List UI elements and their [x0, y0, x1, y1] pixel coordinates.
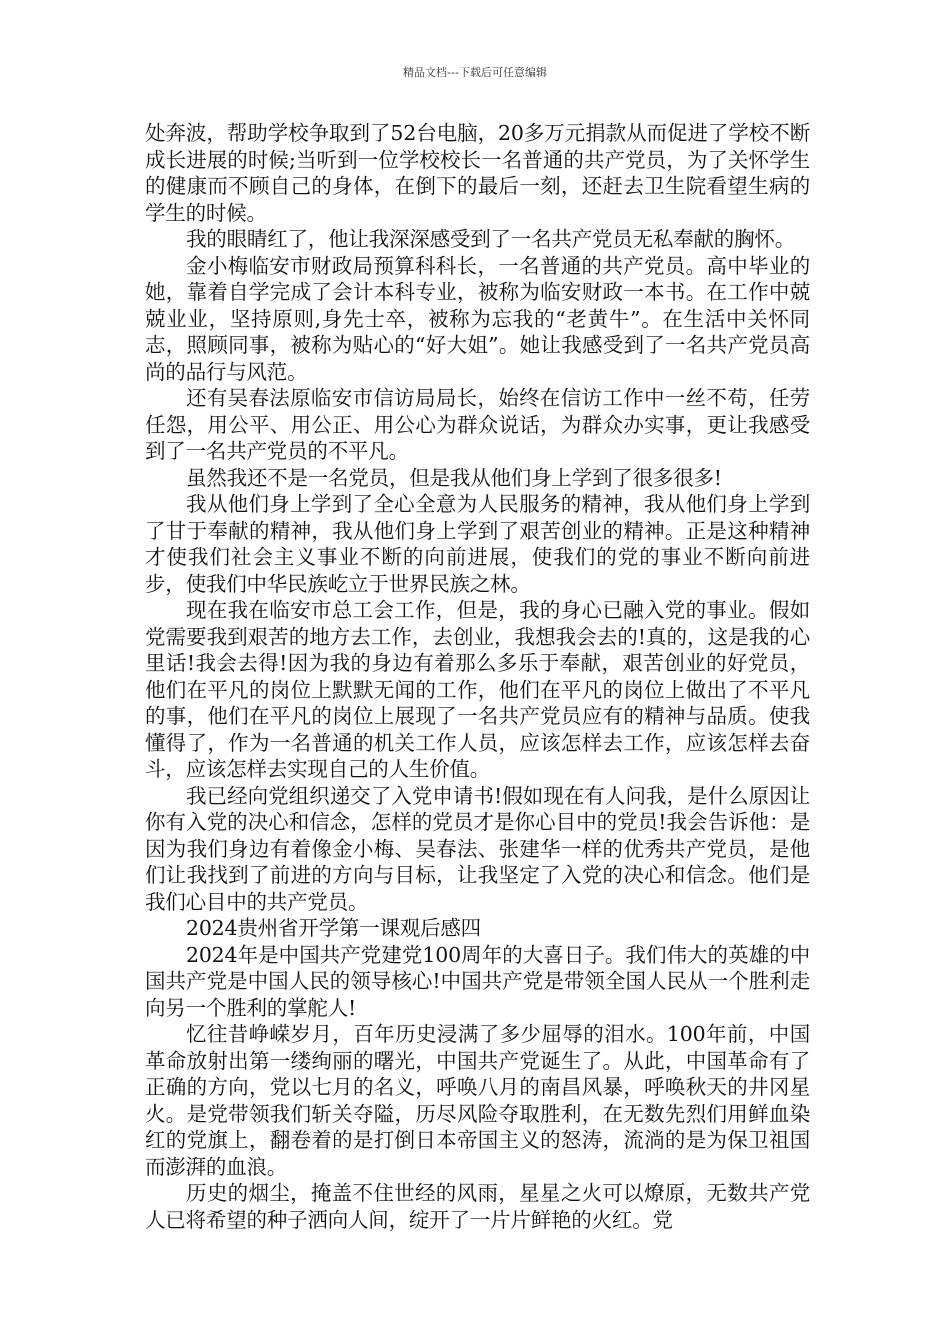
paragraph-9: 2024年是中国共产党建党100周年的大喜日子。我们伟大的英雄的中国共产党是中国人民的领导核心!中国共产党是带领全国人民从一个胜利走向另一个胜利的掌舵人! — [145, 942, 810, 1020]
paragraph-4: 还有吴春法原临安市信访局局长，始终在信访工作中一丝不苟，任劳任怨，用公平、用公正、用公心为群众说话，为群众办实事，更让我感受到了一名共产党员的不平凡。 — [145, 386, 810, 463]
paragraph-3: 金小梅临安市财政局预算科科长，一名普通的共产党员。高中毕业的她，靠着自学完成了会计本科专业，被称为临安财政一本书。在工作中兢兢业业，坚持原则,身先士卒，被称为忘我的“老黄牛”。在生活中关怀同志，照顾同事，被称为贴心的“好大姐”。她让我感受到了一名共产党员高尚的品行与风范。 — [145, 253, 810, 384]
paragraph-10: 忆往昔峥嵘岁月，百年历史浸满了多少屈辱的泪水。100年前，中国革命放射出第一缕绚丽的曙光，中国共产党诞生了。从此，中国革命有了正确的方向，党以七月的名义，呼唤八月的南昌风暴，呼唤秋天的井冈星火。是党带领我们斩关夺隘，历尽风险夺取胜利，在无数先烈们用鲜血染红的党旗上，翻卷着的是打倒日本帝国主义的怒涛，流淌的是为保卫祖国而澎湃的血浪。 — [145, 1022, 810, 1179]
paragraph-8: 我已经向党组织递交了入党申请书!假如现在有人问我，是什么原因让你有入党的决心和信念，怎样的党员才是你心目中的党员!我会告诉他：是因为我们身边有着像金小梅、吴春法、张建华一样的优秀共产党员，是他们让我找到了前进的方向与目标，让我坚定了入党的决心和信念。他们是我们心目中的共产党员。 — [145, 783, 810, 914]
section-title: 2024贵州省开学第一课观后感四 — [186, 916, 481, 940]
page-header: 精品文档---下载后可任意编辑 — [403, 66, 547, 79]
paragraph-6: 我从他们身上学到了全心全意为人民服务的精神，我从他们身上学到了甘于奉献的精神，我从他们身上学到了艰苦创业的精神。正是这种精神才使我们社会主义事业不断的向前进展，使我们的党的事业不断向前进步，使我们中华民族屹立于世界民族之林。 — [145, 492, 810, 596]
document-body — [145, 120, 810, 1233]
paragraph-5: 虽然我还不是一名党员，但是我从他们身上学到了很多很多! — [186, 465, 722, 490]
paragraph-2: 我的眼睛红了，他让我深深感受到了一名共产党员无私奉献的胸怀。 — [186, 227, 795, 251]
paragraph-1: 处奔波，帮助学校争取到了52台电脑，20多万元捐款从而促进了学校不断成长进展的时候;当听到一位学校校长一名普通的共产党员，为了关怀学生的健康而不顾自己的身体，在倒下的最后一刻，还赶去卫生院看望生病的学生的时候。 — [145, 121, 810, 225]
paragraph-7: 现在我在临安市总工会工作，但是，我的身心已融入党的事业。假如党需要我到艰苦的地方去工作，去创业，我想我会去的!真的，这是我的心里话!我会去得!因为我的身边有着那么多乐于奉献，艰苦创业的好党员，他们在平凡的岗位上默默无闻的工作，他们在平凡的岗位上做出了不平凡的事，他们在平凡的岗位上展现了一名共产党员应有的精神与品质。使我懂得了，作为一名普通的机关工作人员，应该怎样去工作，应该怎样去奋斗，应该怎样去实现自己的人生价值。 — [145, 598, 810, 781]
paragraph-11: 历史的烟尘，掩盖不住世经的风雨，星星之火可以燎原，无数共产党人已将希望的种子洒向人间，绽开了一片片鲜艳的火红。党 — [145, 1181, 810, 1232]
